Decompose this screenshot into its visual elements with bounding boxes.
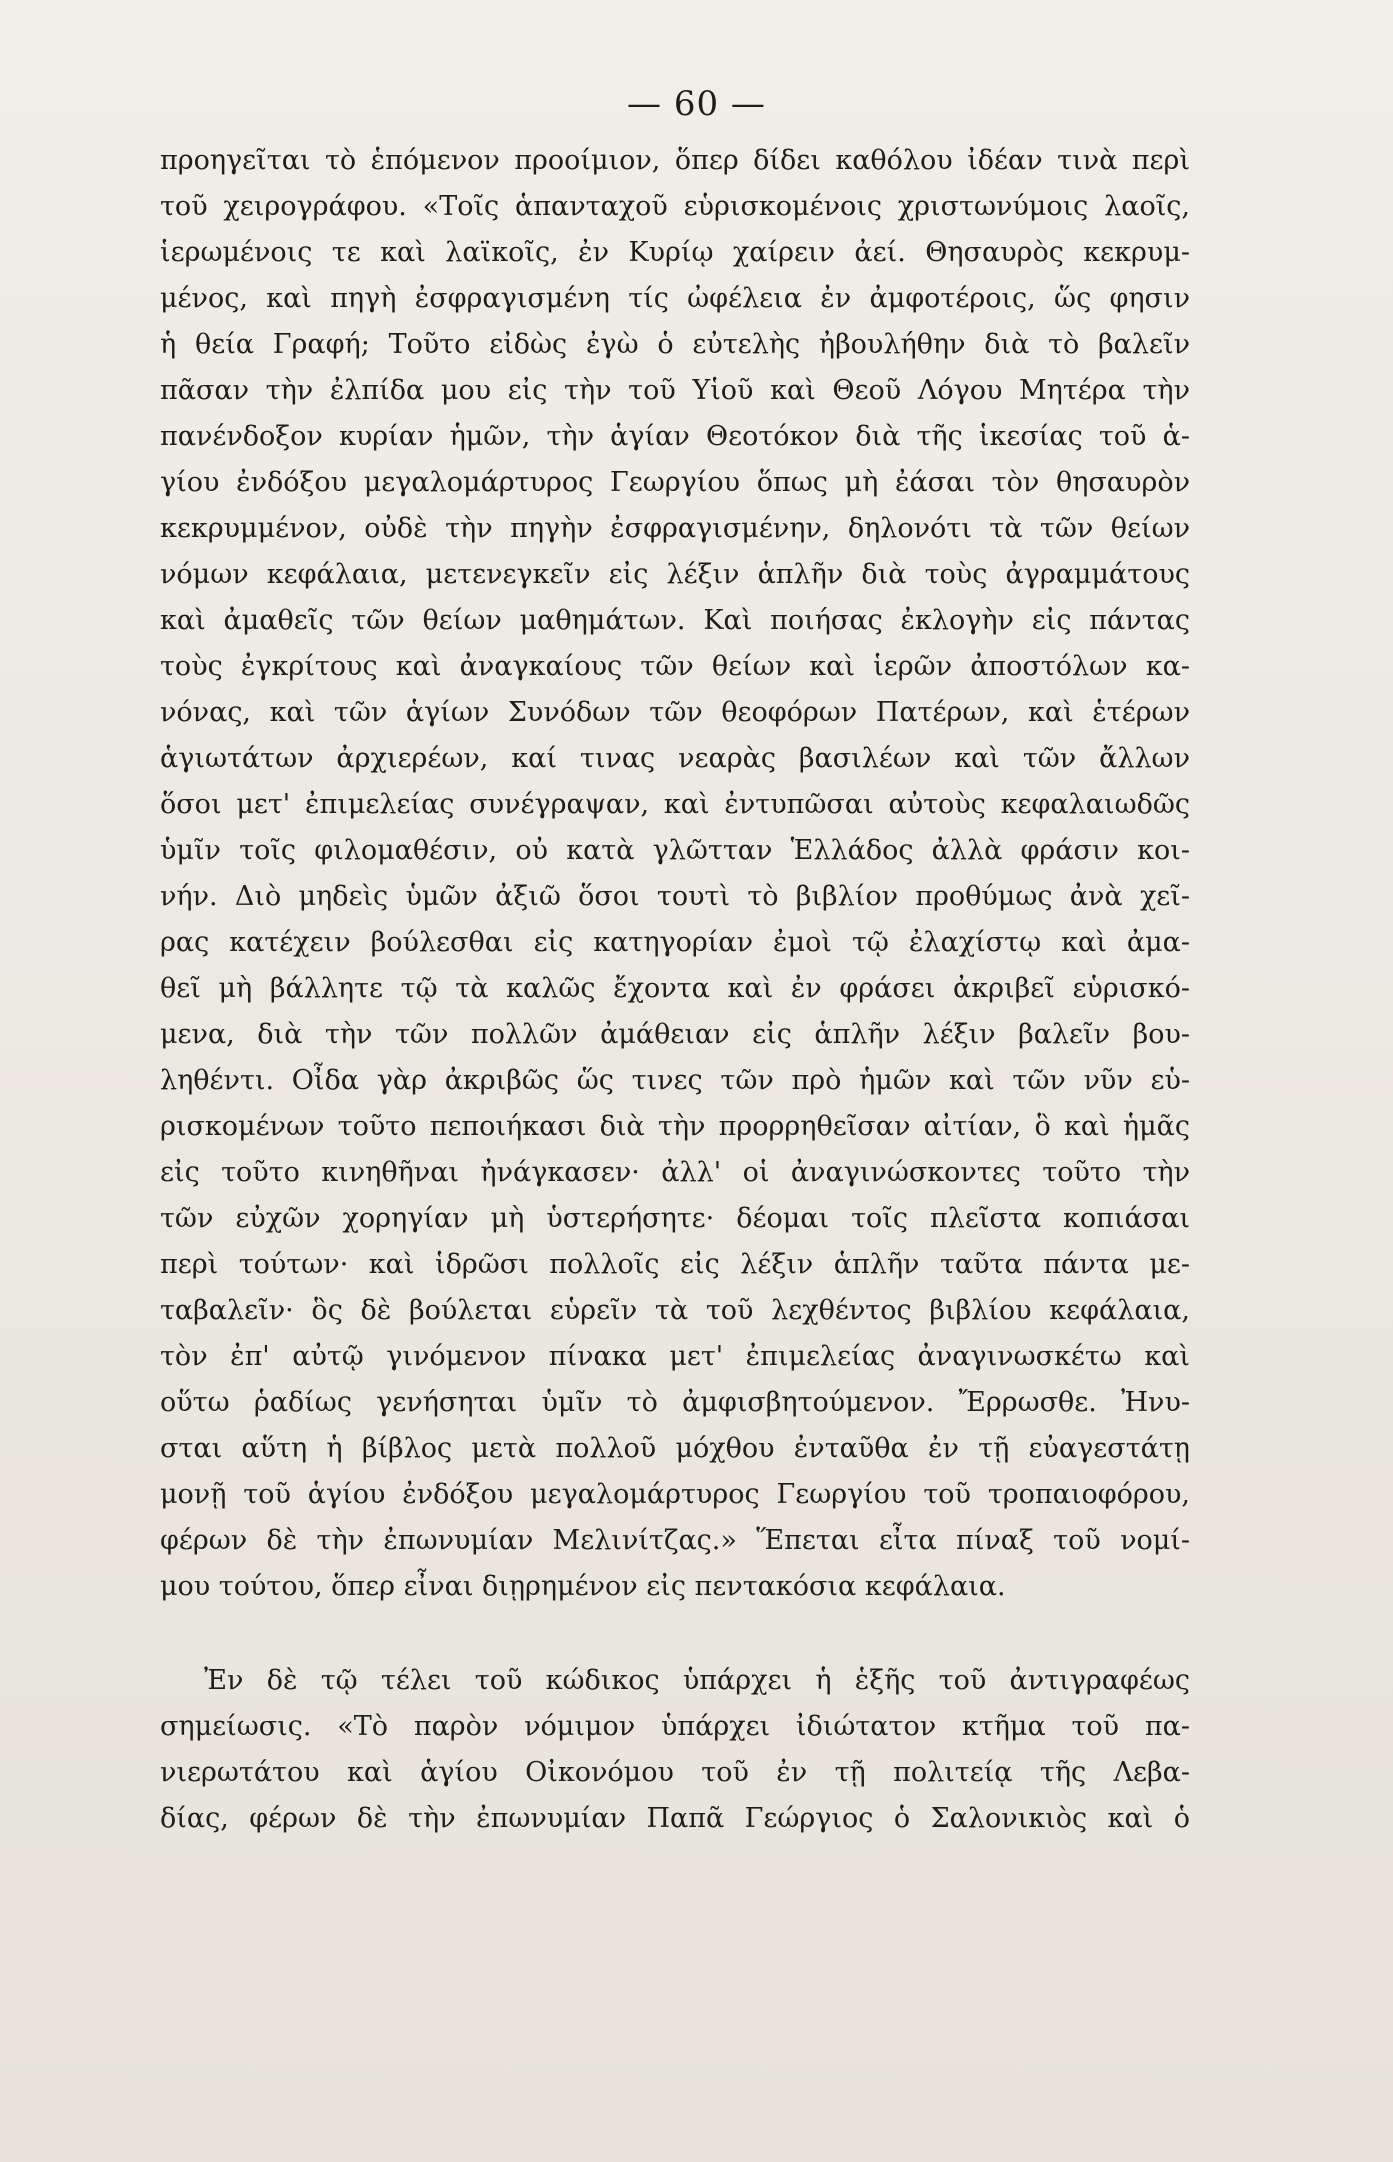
text-line: κεκρυμμένον, οὐδὲ τὴν πηγὴν ἐσφραγισμένην, δηλονότι τὰ τῶν θείων bbox=[160, 513, 1190, 544]
page-number: — 60 — bbox=[627, 84, 766, 124]
text-line: τὸν ἐπ' αὐτῷ γινόμενον πίνακα μετ' ἐπιμελείας ἀναγινωσκέτω καὶ bbox=[160, 1341, 1190, 1372]
text-line: γίου ἐνδόξου μεγαλομάρτυρος Γεωργίου ὅπως μὴ ἐάσαι τὸν θησαυρὸν bbox=[160, 467, 1190, 498]
page-body bbox=[160, 138, 1190, 1842]
text-line: μονῇ τοῦ ἁγίου ἐνδόξου μεγαλομάρτυρος Γεωργίου τοῦ τροπαιοφόρου, bbox=[160, 1479, 1190, 1510]
text-line: ἡ θεία Γραφή; Τοῦτο εἰδὼς ἐγὼ ὁ εὐτελὴς ἠβουλήθην διὰ τὸ βαλεῖν bbox=[160, 329, 1190, 360]
text-line: νήν. Διὸ μηδεὶς ὑμῶν ἀξιῶ ὅσοι τουτὶ τὸ βιβλίον προθύμως ἀνὰ χεῖ- bbox=[160, 881, 1190, 912]
text-line: τοῦ χειρογράφου. «Τοῖς ἁπανταχοῦ εὑρισκομένοις χριστωνύμοις λαοῖς, bbox=[160, 191, 1190, 222]
text-line: ἱερωμένοις τε καὶ λαϊκοῖς, ἐν Κυρίῳ χαίρειν ἀεί. Θησαυρὸς κεκρυμ- bbox=[160, 237, 1190, 268]
text-line: μενα, διὰ τὴν τῶν πολλῶν ἀμάθειαν εἰς ἁπλῆν λέξιν βαλεῖν βου- bbox=[160, 1019, 1190, 1050]
text-line: οὕτω ῥαδίως γενήσηται ὑμῖν τὸ ἀμφισβητούμενον. Ἔρρωσθε. Ἠνυ- bbox=[160, 1387, 1190, 1418]
text-line: ρισκομένων τοῦτο πεποιήκασι διὰ τὴν προρρηθεῖσαν αἰτίαν, ὃ καὶ ἡμᾶς bbox=[160, 1111, 1190, 1142]
text-line: καὶ ἀμαθεῖς τῶν θείων μαθημάτων. Καὶ ποιήσας ἐκλογὴν εἰς πάντας bbox=[160, 605, 1190, 636]
text-line: δίας, φέρων δὲ τὴν ἐπωνυμίαν Παπᾶ Γεώργιος ὁ Σαλονικιὸς καὶ ὁ bbox=[160, 1803, 1190, 1834]
paragraph-preface bbox=[160, 138, 1190, 1610]
text-line: ταβαλεῖν· ὃς δὲ βούλεται εὑρεῖν τὰ τοῦ λεχθέντος βιβλίου κεφάλαια, bbox=[160, 1295, 1190, 1326]
paragraph-colophon bbox=[160, 1658, 1190, 1842]
text-line: προηγεῖται τὸ ἑπόμενον προοίμιον, ὅπερ δίδει καθόλου ἰδέαν τινὰ περὶ bbox=[160, 145, 1190, 176]
text-line: περὶ τούτων· καὶ ἱδρῶσι πολλοῖς εἰς λέξιν ἁπλῆν ταῦτα πάντα με- bbox=[160, 1249, 1190, 1280]
paragraph-gap bbox=[160, 1610, 1190, 1658]
text-line: ὅσοι μετ' ἐπιμελείας συνέγραψαν, καὶ ἐντυπῶσαι αὐτοὺς κεφαλαιωδῶς bbox=[160, 789, 1190, 820]
text-line: πανένδοξον κυρίαν ἡμῶν, τὴν ἁγίαν Θεοτόκον διὰ τῆς ἱκεσίας τοῦ ἁ- bbox=[160, 421, 1190, 452]
text-line: νόμων κεφάλαια, μετενεγκεῖν εἰς λέξιν ἁπλῆν διὰ τοὺς ἀγραμμάτους bbox=[160, 559, 1190, 590]
text-line: νιερωτάτου καὶ ἁγίου Οἰκονόμου τοῦ ἐν τῇ πολιτείᾳ τῆς Λεβα- bbox=[160, 1757, 1190, 1788]
text-line: πᾶσαν τὴν ἐλπίδα μου εἰς τὴν τοῦ Υἱοῦ καὶ Θεοῦ Λόγου Μητέρα τὴν bbox=[160, 375, 1190, 406]
text-line: Ἐν δὲ τῷ τέλει τοῦ κώδικος ὑπάρχει ἡ ἑξῆς τοῦ ἀντιγραφέως bbox=[204, 1665, 1190, 1696]
text-line: νόνας, καὶ τῶν ἁγίων Συνόδων τῶν θεοφόρων Πατέρων, καὶ ἑτέρων bbox=[160, 697, 1190, 728]
text-line: τοὺς ἐγκρίτους καὶ ἀναγκαίους τῶν θείων καὶ ἱερῶν ἀποστόλων κα- bbox=[160, 651, 1190, 682]
text-line: εἰς τοῦτο κινηθῆναι ἠνάγκασεν· ἀλλ' οἱ ἀναγινώσκοντες τοῦτο τὴν bbox=[160, 1157, 1190, 1188]
text-line: μένος, καὶ πηγὴ ἐσφραγισμένη τίς ὠφέλεια ἐν ἀμφοτέροις, ὥς φησιν bbox=[160, 283, 1190, 314]
text-line: ρας κατέχειν βούλεσθαι εἰς κατηγορίαν ἐμοὶ τῷ ἐλαχίστῳ καὶ ἀμα- bbox=[160, 927, 1190, 958]
text-line: ἁγιωτάτων ἀρχιερέων, καί τινας νεαρὰς βασιλέων καὶ τῶν ἄλλων bbox=[160, 743, 1190, 774]
text-line: ληθέντι. Οἶδα γὰρ ἀκριβῶς ὥς τινες τῶν πρὸ ἡμῶν καὶ τῶν νῦν εὑ- bbox=[160, 1065, 1190, 1096]
text-line: ὑμῖν τοῖς φιλομαθέσιν, οὐ κατὰ γλῶτταν Ἑλλάδος ἀλλὰ φράσιν κοι- bbox=[160, 835, 1190, 866]
text-line: θεῖ μὴ βάλλητε τῷ τὰ καλῶς ἔχοντα καὶ ἐν φράσει ἀκριβεῖ εὑρισκό- bbox=[160, 973, 1190, 1004]
text-line: σημείωσις. «Τὸ παρὸν νόμιμον ὑπάρχει ἰδιώτατον κτῆμα τοῦ πα- bbox=[160, 1711, 1190, 1742]
text-line: μου τούτου, ὅπερ εἶναι διῃρημένον εἰς πεντακόσια κεφάλαια. bbox=[160, 1571, 1006, 1602]
text-line: τῶν εὐχῶν χορηγίαν μὴ ὑστερήσητε· δέομαι τοῖς πλεῖστα κοπιάσαι bbox=[160, 1203, 1190, 1234]
text-line: σται αὕτη ἡ βίβλος μετὰ πολλοῦ μόχθου ἐνταῦθα ἐν τῇ εὐαγεστάτῃ bbox=[160, 1433, 1190, 1464]
text-line: φέρων δὲ τὴν ἐπωνυμίαν Μελινίτζας.» Ἕπεται εἶτα πίναξ τοῦ νομί- bbox=[160, 1525, 1190, 1556]
